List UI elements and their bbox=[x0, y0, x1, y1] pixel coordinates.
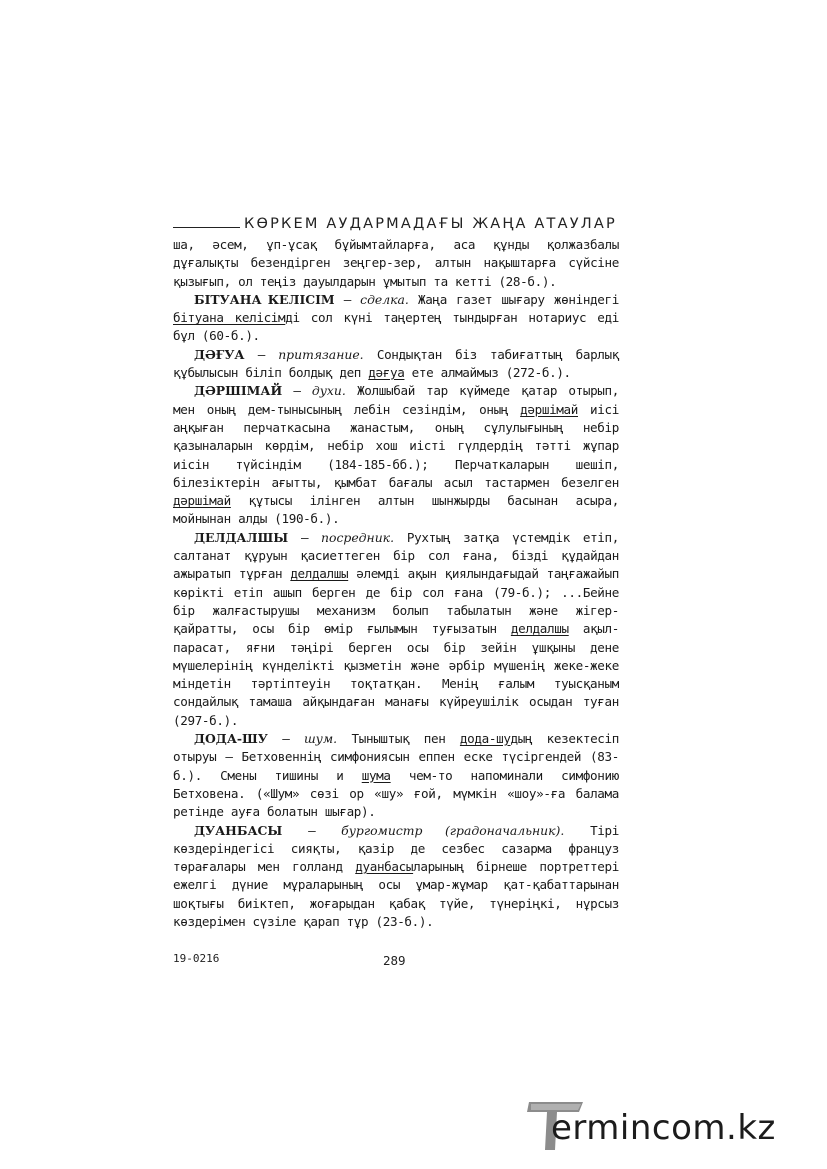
header-rule bbox=[173, 227, 240, 228]
entry-translation: посредник. bbox=[321, 529, 395, 545]
entry-text: әлемді ақын қиялындағыдай таңғажайып көрікті етіп ашып берген де бір сол ғана (79-б.); ...Бейне бір жалғастырушы механизм болып табылатын және жігер-қайратты, осы бір өмір ғылымын туғызатын bbox=[173, 566, 619, 637]
entry-text: ете алмаймыз (272-б.). bbox=[404, 365, 571, 381]
entry-translation: сделка. bbox=[360, 291, 409, 307]
entry-term: БІТУАНА КЕЛІСІМ bbox=[194, 291, 335, 307]
term-underlined: дәршімай bbox=[520, 401, 578, 417]
entry-duanbasy bbox=[173, 822, 619, 932]
entry-translation: духи. bbox=[311, 383, 346, 399]
entry-translation: бургомистр (градоначальник). bbox=[341, 822, 565, 838]
entry-text: Жолшыбай тар күймеде қатар отырып, мен оның дем-тынысының лебін сезіндім, оның bbox=[173, 383, 619, 417]
entry-term: ДӘҒУА bbox=[194, 346, 245, 362]
entry-dagua bbox=[173, 346, 619, 383]
entry-text: Тыныштық пен bbox=[337, 731, 460, 747]
page-number: 289 bbox=[383, 953, 406, 968]
term-underlined: дәршімай bbox=[173, 493, 231, 509]
term-underlined: делдалшы bbox=[290, 566, 349, 582]
entry-text: ларының бірнеше портреттері ежелгі дүние мұраларының осы ұмар-жұмар қат-қабаттарынан шоқтығы биіктеп, жоғарыдан қабақ түйе, түнеріңкі, нұрсыз көздерімен сүзіле қарап тұр (23-б.). bbox=[173, 859, 619, 929]
entry-dash: – bbox=[267, 731, 304, 747]
term-underlined: дода-шу bbox=[459, 731, 511, 747]
entry-term: ДЕЛДАЛШЫ bbox=[194, 529, 289, 545]
entry-text: Тірі көздеріндегісі сияқты, қазір де сезбес сазарма француз төрағалары мен голланд bbox=[173, 822, 619, 875]
entry-translation: шум. bbox=[303, 731, 338, 747]
entry-dash: – bbox=[288, 529, 322, 545]
term-underlined: шума bbox=[361, 767, 391, 783]
entry-text: иісі аңқыған перчаткасына жанастым, оның сұлулығының небір қазыналарын көрдім, небір хош иісті гүлдердің тәтті жұпар иісін түйсіндім (184-185-бб.); Перчаткаларын шешіп, білезіктерін ағытты, қымбат бағалы асыл тастармен безелген bbox=[173, 401, 619, 490]
logo-wordmark: ermincom.kz bbox=[551, 1108, 776, 1148]
header-title: КӨРКЕМ АУДАРМАДАҒЫ ЖАҢА АТАУЛАР bbox=[244, 216, 617, 232]
entry-text: ді сол күні таңертең тындырған нотариус еді бұл (60-б.). bbox=[173, 310, 620, 344]
entry-text: ақыл-парасат, яғни тәңірі берген осы бір зейін ұшқыны дене мүшелерінің күнделікті қызметін және әрбір мүшенің жеке-жеке міндетін тәртіптеуін тоқтатқан. Менің ғалым туысқаным сондайлық тамаша айқындаған манағы күйреушілік осыдан туған (297-б.). bbox=[173, 621, 619, 728]
page-body bbox=[173, 236, 619, 931]
entry-dash: – bbox=[334, 291, 361, 307]
entry-text: құтысы ілінген алтын шынжырды басынан асыра, мойнынан алды (190-б.). bbox=[173, 493, 619, 527]
paragraph-continuation: ша, әсем, ұп-ұсақ бұйымтайларға, аса құнды қолжазбалы дұғалықты безендірген зеңгер-зер, алтын нақыштарға сүйсіне қызығып, ол теңіз дауылдарын ұмытып та кетті (28-б.). bbox=[173, 237, 619, 289]
footer-print-code: 19-0216 bbox=[173, 952, 220, 965]
entry-text: Сондықтан біз табиғаттың барлық құбылысын біліп болдық деп bbox=[173, 346, 619, 381]
entry-deldalshy bbox=[173, 529, 619, 730]
running-header bbox=[173, 210, 623, 232]
entry-bituana-kelisim bbox=[173, 291, 619, 346]
entry-text: Жаңа газет шығару жөніндегі bbox=[408, 291, 619, 307]
entry-term: ДУАНБАСЫ bbox=[194, 822, 283, 838]
entry-text: Рухтың затқа үстемдік етіп, салтанат құруын қасиеттеген бір сол ғана, бізді құдайдан ажыратып тұрған bbox=[173, 529, 619, 582]
term-underlined: дуанбасы bbox=[355, 859, 414, 875]
term-underlined: дәғуа bbox=[368, 365, 405, 381]
entry-dash: – bbox=[244, 346, 279, 362]
termincom-logo bbox=[525, 1098, 825, 1154]
entry-text: дың кезектесіп отыруы – Бетховеннің симфониясын еппен еске түсіргендей (83-б.). Смены тишины и bbox=[173, 731, 619, 783]
entry-doda-shu bbox=[173, 730, 619, 821]
entry-text: чем-то напоминали симфонию Бетховена. («Шум» сөзі ор «шу» ғой, мүмкін «шоу»-ға балама ретінде ауға болатын шығар). bbox=[173, 767, 619, 820]
entry-dash: – bbox=[282, 383, 312, 399]
entry-dash: – bbox=[282, 822, 342, 838]
entry-term: ДОДА-ШУ bbox=[194, 731, 268, 747]
entry-darshimai bbox=[173, 382, 619, 528]
term-underlined: делдалшы bbox=[510, 621, 569, 637]
entry-translation: притязание. bbox=[278, 346, 364, 362]
term-underlined: бітуана келісім bbox=[173, 310, 286, 326]
entry-term: ДӘРШІМАЙ bbox=[194, 383, 283, 399]
